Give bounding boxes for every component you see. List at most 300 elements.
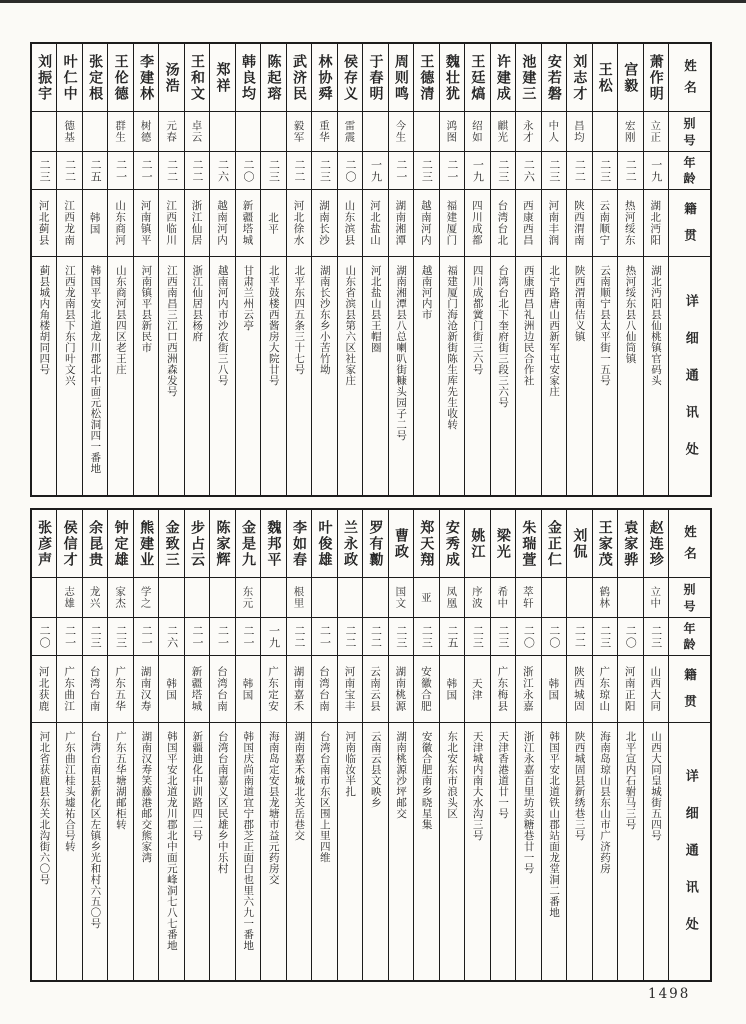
person-address: 韩国平安北道铁山郡站面龙堂洞二番地	[542, 722, 566, 980]
person-alias: 立正	[644, 111, 668, 151]
person-name: 钟定雄	[112, 519, 129, 568]
person-alias: 序波	[465, 577, 489, 617]
person-name: 王松	[596, 61, 613, 94]
scan-edge-artifact	[0, 0, 746, 3]
person-address: 陕西城固县新绣巷三号	[567, 722, 591, 980]
person-origin: 河北蓟县	[32, 189, 56, 256]
person-column	[362, 44, 387, 495]
header-name-label: 姓名	[682, 525, 698, 568]
person-alias: 宏刚	[618, 111, 642, 151]
person-column	[32, 510, 56, 980]
person-alias	[261, 111, 285, 151]
person-name: 王家茂	[596, 519, 613, 568]
person-age: 二二	[618, 151, 642, 189]
person-address: 天津城内南大水沟三号	[465, 722, 489, 980]
person-age: 二三	[414, 151, 438, 189]
person-alias: 根里	[287, 577, 311, 617]
person-alias: 今生	[389, 111, 413, 151]
person-address: 山东商河县四区老王庄	[108, 256, 132, 495]
person-origin: 湖南汉寿	[134, 655, 158, 722]
person-origin: 韩国	[83, 189, 107, 256]
person-alias: 卓云	[185, 111, 209, 151]
person-origin: 西康西昌	[516, 189, 540, 256]
person-origin: 台湾台南	[83, 655, 107, 722]
person-age: 二一	[57, 617, 81, 655]
person-age: 二三	[465, 617, 489, 655]
person-name: 郑天翔	[418, 519, 435, 568]
person-origin: 四川成都	[465, 189, 489, 256]
person-origin: 河南正阳	[618, 655, 642, 722]
person-column	[260, 510, 285, 980]
person-column	[286, 510, 311, 980]
person-name: 金正仁	[545, 519, 562, 568]
person-age: 二三	[261, 151, 285, 189]
person-column	[133, 510, 158, 980]
bottom-header-column	[668, 510, 710, 980]
person-name: 张定根	[87, 53, 104, 102]
person-origin: 江西临川	[159, 189, 183, 256]
person-origin: 广东琼山	[593, 655, 617, 722]
person-column	[592, 510, 617, 980]
person-age: 二二	[567, 151, 591, 189]
person-name: 韩良均	[240, 53, 257, 102]
person-name: 池建三	[520, 53, 537, 102]
person-origin: 广东曲江	[57, 655, 81, 722]
person-column	[413, 510, 438, 980]
person-address: 海南岛琼山县东山市广济药房	[593, 722, 617, 980]
person-column	[235, 510, 260, 980]
person-origin: 陕西城固	[567, 655, 591, 722]
person-address: 海南岛定安县龙塘市益元药房交	[261, 722, 285, 980]
person-origin: 河北获鹿	[32, 655, 56, 722]
person-origin: 河北徐水	[287, 189, 311, 256]
person-column	[643, 44, 668, 495]
person-age: 二〇	[542, 617, 566, 655]
person-address: 湖南长沙东乡小苦竹坳	[312, 256, 336, 495]
person-origin: 河南宝丰	[338, 655, 362, 722]
person-name: 曹政	[392, 527, 409, 560]
person-column	[541, 44, 566, 495]
person-address: 河南临汝半扎	[338, 722, 362, 980]
person-origin: 台湾台南	[210, 655, 234, 722]
person-alias	[312, 577, 336, 617]
person-name: 安若磐	[545, 53, 562, 102]
person-age: 一九	[363, 151, 387, 189]
person-alias: 凤凰	[440, 577, 464, 617]
person-name: 武济民	[290, 53, 307, 102]
person-column	[388, 44, 413, 495]
person-origin: 广东梅县	[491, 655, 515, 722]
person-origin: 热河绥东	[618, 189, 642, 256]
person-address: 四川成都黉门街三六号	[465, 256, 489, 495]
person-age: 二二	[338, 617, 362, 655]
person-name: 袁家骅	[622, 519, 639, 568]
person-origin: 北平	[261, 189, 285, 256]
person-column	[362, 510, 387, 980]
person-name: 魏邦平	[265, 519, 282, 568]
person-address: 山东省滨县第六区社家庄	[338, 256, 362, 495]
person-age: 二五	[440, 617, 464, 655]
person-origin: 浙江永嘉	[516, 655, 540, 722]
person-age: 二二	[185, 151, 209, 189]
person-column	[592, 44, 617, 495]
person-alias: 德基	[57, 111, 81, 151]
person-age: 二三	[414, 617, 438, 655]
person-column	[617, 510, 642, 980]
person-age: 二三	[542, 151, 566, 189]
person-name: 侯存义	[341, 53, 358, 102]
person-column	[286, 44, 311, 495]
person-origin: 新疆塔城	[185, 655, 209, 722]
person-age: 二〇	[32, 617, 56, 655]
person-age: 二二	[287, 617, 311, 655]
person-age: 二三	[83, 617, 107, 655]
person-origin: 江西龙南	[57, 189, 81, 256]
person-alias: 萃轩	[516, 577, 540, 617]
person-alias	[363, 111, 387, 151]
person-age: 二三	[491, 151, 515, 189]
person-origin: 广东定安	[261, 655, 285, 722]
person-alias	[338, 577, 362, 617]
person-alias	[32, 111, 56, 151]
person-address: 台湾台南嘉义区民雄乡中乐村	[210, 722, 234, 980]
person-address: 新疆迪化中训路四二号	[185, 722, 209, 980]
person-address: 台湾台南县新化区左镇乡光和村六五〇号	[83, 722, 107, 980]
person-origin: 河南镇平	[134, 189, 158, 256]
person-column	[617, 44, 642, 495]
person-address: 湖南桃源沙坪邮交	[389, 722, 413, 980]
person-address: 北平东四五条三十七号	[287, 256, 311, 495]
person-alias	[414, 111, 438, 151]
person-address: 越南河内市沙农街三八号	[210, 256, 234, 495]
person-name: 郑祥	[214, 61, 231, 94]
person-age: 二三	[593, 151, 617, 189]
person-age: 二一	[134, 617, 158, 655]
top-directory-table	[30, 42, 712, 497]
person-origin: 越南河内	[210, 189, 234, 256]
person-column	[56, 44, 81, 495]
person-origin: 湖南长沙	[312, 189, 336, 256]
person-column	[490, 510, 515, 980]
person-column	[643, 510, 668, 980]
person-age: 一九	[644, 151, 668, 189]
person-column	[107, 510, 132, 980]
person-age: 二三	[491, 617, 515, 655]
person-name: 陈家辉	[214, 519, 231, 568]
person-origin: 湖南嘉禾	[287, 655, 311, 722]
person-column	[337, 510, 362, 980]
person-alias	[210, 577, 234, 617]
person-address: 浙江仙居县杨府	[185, 256, 209, 495]
person-address: 热河绥东县八仙筒镇	[618, 256, 642, 495]
person-origin: 韩国	[159, 655, 183, 722]
header-age-label: 年龄	[669, 151, 710, 189]
person-address: 江西南昌三江口西洲森发号	[159, 256, 183, 495]
person-address: 河南镇平县新民市	[134, 256, 158, 495]
person-alias	[159, 577, 183, 617]
person-address: 河北盐山县王帽圈	[363, 256, 387, 495]
person-origin: 湖南湘潭	[389, 189, 413, 256]
person-column	[32, 44, 56, 495]
person-name: 刘侃	[571, 527, 588, 560]
person-alias: 学之	[134, 577, 158, 617]
person-column	[209, 44, 234, 495]
person-age: 二六	[516, 151, 540, 189]
person-alias: 重华	[312, 111, 336, 151]
person-alias: 永才	[516, 111, 540, 151]
person-name: 侯信才	[61, 519, 78, 568]
person-origin: 越南河内	[414, 189, 438, 256]
person-alias	[593, 111, 617, 151]
person-column	[209, 510, 234, 980]
person-age: 二一	[134, 151, 158, 189]
person-age: 二〇	[618, 617, 642, 655]
person-column	[515, 510, 540, 980]
person-column	[158, 510, 183, 980]
header-address-label: 详细通讯处	[669, 722, 710, 980]
person-address: 广东曲江桂头墟祐合号转	[57, 722, 81, 980]
person-age: 二〇	[236, 151, 260, 189]
person-name: 梁光	[494, 527, 511, 560]
person-name: 王德清	[418, 53, 435, 102]
person-column	[184, 44, 209, 495]
person-name: 宫毅	[622, 61, 639, 94]
person-alias: 东元	[236, 577, 260, 617]
person-alias: 龙兴	[83, 577, 107, 617]
person-alias: 群生	[108, 111, 132, 151]
person-origin: 山东商河	[108, 189, 132, 256]
person-name: 许建成	[494, 53, 511, 102]
person-name: 步占云	[189, 519, 206, 568]
person-address: 韩国庆尚南道宜宁郡芝正面白也里六九一番地	[236, 722, 260, 980]
person-address: 北平鼓楼西酱房大院廿号	[261, 256, 285, 495]
person-alias: 元春	[159, 111, 183, 151]
person-age: 一九	[261, 617, 285, 655]
top-header-column	[668, 44, 710, 495]
person-name: 金是九	[240, 519, 257, 568]
person-age: 二〇	[338, 151, 362, 189]
person-address: 山西大同皇城街五四号	[644, 722, 668, 980]
person-name: 叶仁中	[61, 53, 78, 102]
header-address-label: 详细通讯处	[669, 256, 710, 495]
person-column	[184, 510, 209, 980]
person-address: 安徽合肥南乡晓星集	[414, 722, 438, 980]
person-address: 福建厦门海沧新街陈生库先生收转	[440, 256, 464, 495]
person-age: 二二	[57, 151, 81, 189]
person-age: 二三	[644, 617, 668, 655]
person-origin: 河南丰润	[542, 189, 566, 256]
person-address: 台湾台北下奎府街三段三六号	[491, 256, 515, 495]
person-name: 于春明	[367, 53, 384, 102]
person-alias: 立中	[644, 577, 668, 617]
person-alias: 绍如	[465, 111, 489, 151]
person-name: 叶俊雄	[316, 519, 333, 568]
person-origin: 陕西渭南	[567, 189, 591, 256]
person-origin: 浙江仙居	[185, 189, 209, 256]
person-address: 台湾台南市东区围上里四维	[312, 722, 336, 980]
person-name: 朱瑞萱	[520, 519, 537, 568]
person-column	[515, 44, 540, 495]
person-column	[413, 44, 438, 495]
person-name: 罗有勷	[367, 519, 384, 568]
person-column	[82, 44, 107, 495]
person-age: 二一	[210, 617, 234, 655]
person-column	[566, 44, 591, 495]
person-origin: 韩国	[236, 655, 260, 722]
person-alias	[83, 111, 107, 151]
person-origin: 韩国	[542, 655, 566, 722]
person-origin: 湖北沔阳	[644, 189, 668, 256]
person-address: 甘肃兰州云亭	[236, 256, 260, 495]
person-origin: 湖南桃源	[389, 655, 413, 722]
person-alias	[210, 111, 234, 151]
person-age: 二一	[185, 617, 209, 655]
person-address: 湖北沔阳县仙桃镇官码头	[644, 256, 668, 495]
person-alias	[32, 577, 56, 617]
person-origin: 天津	[465, 655, 489, 722]
person-age: 二五	[83, 151, 107, 189]
person-name: 刘志才	[571, 53, 588, 102]
person-origin: 山西大同	[644, 655, 668, 722]
person-name: 萧作明	[647, 53, 664, 102]
person-address: 广东五华塘湖邮柜转	[108, 722, 132, 980]
person-alias: 昌均	[567, 111, 591, 151]
person-age: 二一	[108, 151, 132, 189]
person-age: 二一	[389, 151, 413, 189]
person-address: 云南云县文映乡	[363, 722, 387, 980]
person-age: 二一	[440, 151, 464, 189]
person-address: 河北省获鹿县东关北沟街六〇号	[32, 722, 56, 980]
person-name: 汤浩	[163, 61, 180, 94]
person-origin: 新疆塔城	[236, 189, 260, 256]
person-name: 王和文	[189, 53, 206, 102]
header-origin-label: 籍贯	[669, 189, 710, 256]
person-origin: 广东五华	[108, 655, 132, 722]
person-age: 二一	[312, 617, 336, 655]
person-address: 天津香港道廿一号	[491, 722, 515, 980]
person-name: 金致三	[163, 519, 180, 568]
person-column	[439, 510, 464, 980]
person-name: 安秀成	[443, 519, 460, 568]
header-age-label: 年龄	[669, 617, 710, 655]
person-name: 王伦德	[112, 53, 129, 102]
person-address: 浙江永嘉百里坊卖糖巷廿一号	[516, 722, 540, 980]
person-age: 二〇	[516, 617, 540, 655]
person-origin: 台湾台南	[312, 655, 336, 722]
header-alias-label: 别号	[669, 577, 710, 617]
person-alias: 中人	[542, 111, 566, 151]
person-alias: 亚	[414, 577, 438, 617]
person-age: 二二	[159, 151, 183, 189]
person-origin: 云南顺宁	[593, 189, 617, 256]
person-column	[235, 44, 260, 495]
person-column	[388, 510, 413, 980]
person-alias: 志雄	[57, 577, 81, 617]
person-origin: 河北盐山	[363, 189, 387, 256]
person-address: 韩国平安北道龙川郡北中面元松洞四一番地	[83, 256, 107, 495]
person-alias	[567, 577, 591, 617]
person-alias: 希中	[491, 577, 515, 617]
person-age: 二六	[159, 617, 183, 655]
person-alias: 毅军	[287, 111, 311, 151]
bottom-directory-table	[30, 508, 712, 982]
person-alias	[618, 577, 642, 617]
person-age: 二三	[108, 617, 132, 655]
person-column	[311, 510, 336, 980]
person-name: 李如春	[290, 519, 307, 568]
person-age: 二二	[567, 617, 591, 655]
person-address: 江西龙南县下东门叶文兴	[57, 256, 81, 495]
header-name-label: 姓名	[682, 59, 698, 102]
page-number: 1498	[648, 986, 691, 1002]
person-column	[158, 44, 183, 495]
person-name: 张彦声	[36, 519, 53, 568]
person-age: 二三	[593, 617, 617, 655]
person-alias: 雷震	[338, 111, 362, 151]
person-column	[82, 510, 107, 980]
person-address: 陕西渭南佶义镇	[567, 256, 591, 495]
person-age: 二三	[32, 151, 56, 189]
person-name: 王廷熇	[469, 53, 486, 102]
person-column	[260, 44, 285, 495]
person-name: 李建林	[138, 53, 155, 102]
person-column	[311, 44, 336, 495]
person-address: 湖南汉寿笑藤港邮交熊家湾	[134, 722, 158, 980]
person-address: 西康西昌礼洲边民合作社	[516, 256, 540, 495]
person-address: 蓟县城内角楼胡同四号	[32, 256, 56, 495]
person-alias: 鹤林	[593, 577, 617, 617]
person-address: 北宁路唐山西新军屯安家庄	[542, 256, 566, 495]
person-alias: 麒光	[491, 111, 515, 151]
person-alias: 家杰	[108, 577, 132, 617]
person-column	[566, 510, 591, 980]
person-column	[56, 510, 81, 980]
person-origin: 山东滨县	[338, 189, 362, 256]
person-alias	[363, 577, 387, 617]
person-address: 东北安东市浪头区	[440, 722, 464, 980]
person-name: 兰永政	[341, 519, 358, 568]
person-column	[541, 510, 566, 980]
person-age: 二三	[389, 617, 413, 655]
person-name: 熊建业	[138, 519, 155, 568]
person-alias	[236, 111, 260, 151]
person-address: 湖南湘潭县八总喇叭街糠头园子二号	[389, 256, 413, 495]
person-name: 陈起瑢	[265, 53, 282, 102]
person-alias: 树德	[134, 111, 158, 151]
person-origin: 韩国	[440, 655, 464, 722]
person-age: 二一	[236, 617, 260, 655]
person-origin: 福建厦门	[440, 189, 464, 256]
person-column	[464, 44, 489, 495]
person-name: 周则鸣	[392, 53, 409, 102]
person-column	[337, 44, 362, 495]
person-alias	[542, 577, 566, 617]
person-name: 刘振宇	[36, 53, 53, 102]
person-origin: 云南云县	[363, 655, 387, 722]
person-address: 湖南嘉禾城北关岳巷交	[287, 722, 311, 980]
person-age: 二六	[210, 151, 234, 189]
person-alias: 鸿图	[440, 111, 464, 151]
person-name: 姚江	[469, 527, 486, 560]
person-age: 二三	[312, 151, 336, 189]
person-age: 二二	[363, 617, 387, 655]
person-origin: 安徽合肥	[414, 655, 438, 722]
person-name: 魏壮犹	[443, 53, 460, 102]
person-alias: 国文	[389, 577, 413, 617]
person-address: 韩国平安北道龙川郡北中面元峰洞七八七番地	[159, 722, 183, 980]
person-age: 二二	[287, 151, 311, 189]
person-alias	[261, 577, 285, 617]
